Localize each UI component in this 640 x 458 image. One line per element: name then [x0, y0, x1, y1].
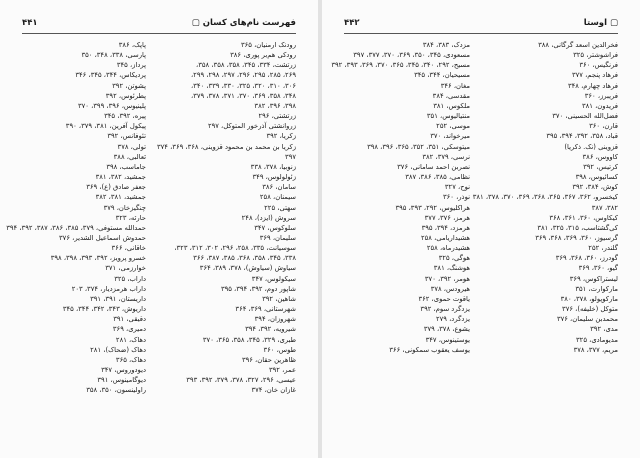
index-entry: کوش، ۳۸۴، ۳۹۲	[572, 183, 618, 192]
index-entry: گرسیوز، ۳۶۰، ۳۶۹، ۳۶۸، ۳۶۹	[535, 233, 618, 242]
left-page-number: ۴۴۱	[22, 18, 38, 28]
index-entry: یوستینوس، ۳۴۷	[425, 335, 470, 344]
index-entry: فرهاد چهارم، ۳۴۸	[567, 81, 618, 90]
index-entry: متوکل (خلیفه)، ۳۷۶	[562, 305, 618, 314]
index-entry: مغان، ۳۴۶	[440, 81, 470, 90]
index-entry: عمر، ۳۹۲	[268, 366, 296, 374]
index-entry: زرتشتی، ۲۹۶	[258, 112, 296, 121]
index-entry: خسرو پرویز، ۳۹۲، ۳۹۳، ۳۹۸، ۳۹۸	[50, 254, 146, 263]
index-entry: رودنک ارمنیان، ۳۶۵	[240, 41, 296, 49]
index-entry: میرخواند، ۳۷۰	[430, 132, 470, 141]
index-entry: یزدگرد سوم، ۳۹۲	[420, 305, 470, 314]
index-entry: کرتیس، ۳۹۲	[583, 162, 618, 171]
index-entry: کاووس، ۳۸۶	[582, 152, 618, 161]
index-entry: ظاهرین حقان، ۳۹۶	[241, 355, 296, 364]
left-page-index-column-2	[6, 40, 146, 395]
index-entry: یشوع، ۳۷۸، ۳۷۹	[423, 325, 470, 334]
index-entry: منتیالیوس، ۳۵۱	[426, 112, 470, 121]
index-entry: سیمنان، ۲۵۸	[259, 193, 296, 202]
index-entry: کی‌گشتاسب، ۳۱۵، ۳۲۵، ۳۸۱	[537, 223, 618, 232]
index-entry: ۳۹۸، ۳۹۶، ۳۸۲	[254, 101, 296, 110]
right-page-title: ▢ اوستا	[583, 18, 618, 28]
index-entry: جمشید، ۳۸۲، ۳۸۱	[95, 173, 146, 182]
index-entry: حارثه، ۳۲۳	[115, 213, 146, 222]
index-entry: گیو، ۳۶۰، ۳۶۹	[578, 264, 618, 273]
index-entry: محمدبن سلیمان، ۳۷۶	[556, 315, 618, 324]
index-entry: سیکولوس، ۳۴۷	[251, 274, 296, 283]
right-page-index-column-1	[472, 40, 618, 355]
index-entry: شیرویه، ۳۹۲، ۳۹۴	[245, 325, 296, 334]
index-entry: داریوش، ۳۴۳، ۳۴۲، ۳۴۴، ۳۴۵	[62, 305, 146, 314]
index-entry: قارن، ۳۶۰	[589, 122, 618, 131]
right-page-number: ۴۴۲	[344, 18, 360, 28]
index-entry: فریبرز، ۳۶۰	[584, 91, 618, 100]
index-entry: گلندر، ۲۵۲	[588, 244, 618, 253]
index-entry: خاقانی، ۳۶۶	[111, 244, 146, 253]
index-entry: مدیومادی، ۳۲۵	[576, 335, 618, 344]
index-entry: لیستراکوس، ۳۶۹	[569, 274, 618, 283]
index-entry: زئولولوس، ۳۴۹	[252, 173, 296, 182]
index-entry: ۳۹۷	[285, 152, 296, 161]
index-entry: فخرالدین اسعد گرگانی، ۳۸۸	[538, 41, 618, 49]
index-entry: داراب هرمزدیار، ۳۷۴، ۲۰۳	[71, 284, 146, 293]
index-entry: ثعالبی، ۳۸۸	[113, 152, 146, 161]
index-entry: هرمز، ۳۷۶، ۳۷۷	[424, 213, 470, 222]
index-entry: یزدگرد، ۲۷۹	[436, 315, 470, 324]
index-entry: زروانشتی آذرخور المتوکل، ۲۹۷	[207, 122, 296, 131]
index-entry: پشوتن، ۳۹۲	[112, 81, 146, 90]
index-entry: زرتشت، ۳۳۴، ۳۴۵، ۳۵۸، ۳۵۸، ۳۵۸،	[196, 61, 296, 70]
index-entry: چنگیزخان، ۳۷۹	[103, 203, 146, 212]
right-header-rule	[344, 33, 618, 34]
index-entry: مدی، ۳۹۲	[590, 325, 618, 334]
index-entry: شاهین، ۳۹۲	[262, 294, 296, 303]
index-entry: مریم، ۳۷۷، ۳۷۸	[573, 345, 618, 354]
index-entry: دیوگامینوس، ۳۹۱	[97, 376, 146, 385]
index-entry: نرسی، ۳۷۹، ۳۸۲	[422, 152, 470, 161]
index-entry: شاپور دوم، ۳۹۲، ۳۹۴، ۳۹۵	[220, 284, 296, 293]
index-entry: کیکاوس، ۳۶۰، ۳۶۱، ۳۶۸	[549, 213, 618, 222]
left-page-index-column-1	[151, 40, 296, 395]
index-entry: فراشوشتر، ۳۲۵	[573, 51, 618, 60]
index-entry: طوس، ۳۶۰	[263, 345, 296, 354]
left-page-header	[22, 18, 296, 32]
index-entry: ۳۳۸، ۳۴۵، ۳۵۸، ۳۶۸، ۳۸۵، ۳۸۷، ۳۶۶	[193, 254, 296, 263]
index-entry: پیکول آفرین، ۳۸۱، ۳۷۹، ۳۹۰	[65, 122, 146, 131]
index-entry: هوشنگ، ۳۸۱	[433, 264, 470, 273]
index-entry: زکریا، ۳۹۲	[266, 132, 296, 141]
index-entry: سروش (ایزد)، ۲۴۸	[241, 213, 296, 222]
left-page	[0, 0, 318, 458]
index-entry: فضل‌الله الحسینی، ۳۷۰	[552, 112, 618, 121]
right-page-index-column-2	[324, 40, 470, 355]
index-entry: شهرستانی، ۳۶۹، ۳۶۴	[235, 305, 296, 314]
left-header-rule	[22, 33, 296, 34]
index-entry: تئوفانس، ۳۹۲	[107, 132, 146, 141]
index-entry: خوارزمی، ۳۷۱	[105, 264, 146, 273]
index-entry: حمدالله مستوفی، ۳۷۹، ۳۸۵، ۳۸۶، ۳۸۷، ۳۹۲، ۳۹۴	[6, 223, 146, 232]
index-entry: هشیداریامی، ۲۵۸	[420, 233, 470, 242]
index-entry: فرنگیس، ۳۶۰	[579, 61, 618, 70]
index-entry: موسی، ۲۵۲	[436, 122, 470, 131]
index-entry: حمدوش اسماعیل الشدیر، ۳۷۶	[59, 233, 146, 242]
index-entry: کسائیوس، ۳۹۸	[575, 173, 618, 182]
index-entry: قباد، ۳۵۸، ۳۹۲، ۳۹۴، ۳۹۵	[546, 132, 618, 141]
index-entry: هومر، ۳۹۲، ۳۷۰	[424, 274, 470, 283]
index-entry: نوح، ۳۲۷	[444, 183, 470, 192]
index-entry: جعفر صادق (ع)، ۳۶۹	[86, 183, 146, 192]
index-entry: ۳۰۶، ۳۱۰، ۳۲۰، ۳۲۵، ۳۳۰، ۳۳۹، ۳۴۰،	[190, 81, 296, 90]
index-entry: ۲۶۹، ۲۸۵، ۲۹۵، ۲۹۶، ۲۹۷، ۲۹۸، ۲۹۹،	[190, 71, 296, 80]
index-entry: مسعودی، ۳۴۵، ۳۵۰، ۳۶۹، ۳۷۰، ۳۷۷، ۳۹۷	[353, 51, 470, 60]
index-entry: مقدسی، ۳۸۴	[432, 91, 470, 100]
index-entry: داراب، ۳۲۵	[114, 274, 146, 283]
index-entry: سهتی، ۲۲۵	[264, 203, 296, 212]
index-entry: ۳۴۸، ۳۵۸، ۳۶۹، ۳۷۰، ۳۷۱، ۳۷۸، ۳۷۹،	[190, 91, 296, 100]
right-page-header	[344, 18, 618, 32]
index-entry: پلینیوس، ۳۹۶، ۳۹۹، ۳۷۰	[77, 101, 146, 110]
index-entry: مزدک، ۳۸۳، ۳۸۴	[422, 41, 470, 49]
index-entry: مارکوارت، ۳۵۱	[575, 284, 618, 293]
index-entry: مسیح، ۲۹۲، ۳۴۰، ۳۴۵، ۳۶۵، ۳۷۰، ۳۶۹، ۳۹۳، ۳۹۲	[331, 61, 470, 70]
index-entry: دهاک، ۳۶۵	[115, 355, 146, 364]
index-entry: هشیدرماه، ۲۵۸	[426, 244, 470, 253]
index-entry: ۳۸۲، ۳۸۷	[591, 203, 618, 212]
index-entry: راولینسون، ۳۵۰، ۳۵۸	[86, 386, 146, 395]
index-entry: شهروزان، ۳۹۴	[254, 315, 296, 324]
index-entry: یوسف یعقوب سمکونی، ۳۶۶	[389, 345, 470, 354]
index-entry: پاپک، ۳۸۶	[118, 41, 146, 49]
index-entry: عیسی، ۲۹۶، ۳۲۷، ۳۷۸، ۳۷۹، ۳۹۲، ۳۹۳	[186, 376, 296, 385]
index-entry: جمشید، ۳۸۱، ۳۸۲	[95, 193, 146, 202]
index-entry: پارسی، ۳۳۸، ۳۴۸، ۳۵۰	[81, 51, 146, 60]
index-entry: تولی، ۳۷۸	[117, 142, 146, 151]
index-entry: هوگی، ۳۲۵	[438, 254, 470, 263]
index-entry: ملکوس، ۳۸۱	[433, 101, 470, 110]
index-entry: دقیقی، ۳۹۱	[113, 315, 146, 324]
index-entry: دهاک (ضحاک)، ۲۸۱	[90, 345, 146, 354]
index-entry: هرمزد، ۳۹۴، ۳۹۵	[421, 223, 470, 232]
index-entry: فریدون، ۳۸۱	[581, 101, 618, 110]
index-entry: نصربن احمد سامانی، ۳۷۶	[397, 162, 470, 171]
index-entry: زنوبیا، ۳۷۸، ۳۳۸	[250, 162, 296, 171]
left-page-title: فهرست نام‌های کسان ▢	[191, 18, 296, 28]
index-entry: دمیری، ۳۶۹	[112, 325, 146, 334]
index-entry: غازان خان، ۳۷۴	[251, 386, 296, 395]
index-entry: فرهاد پنجم، ۳۷۷	[571, 71, 618, 80]
index-entry: کیخسرو، ۳۶۲، ۳۶۷، ۳۶۵، ۳۶۸، ۳۶۹، ۳۷۰، ۳۷۸، ۳۸۱	[472, 193, 618, 202]
index-entry: میتوسکی، ۳۵۱، ۳۵۲، ۳۶۵، ۳۹۶، ۳۹۸	[367, 142, 470, 151]
index-entry: مارکوپولو، ۳۷۸، ۳۸۰	[560, 294, 618, 303]
index-entry: مسیحیان، ۳۴۴، ۳۴۵	[414, 71, 470, 80]
index-entry: گودرز، ۳۶۰، ۳۶۸، ۳۶۹	[555, 254, 618, 263]
index-entry: قزوینی (نک. ذکریا)	[564, 142, 618, 151]
index-entry: دیودوروس، ۳۴۷	[101, 366, 146, 374]
index-entry: دهاک، ۲۸۱	[115, 335, 146, 344]
index-entry: سیاوش (سیاوش)، ۳۷۸، ۳۸۹، ۳۶۴	[199, 264, 296, 273]
index-entry: یاقوت حموی، ۳۶۲	[418, 294, 470, 303]
index-entry: سلیمان، ۳۶۹	[259, 233, 296, 242]
index-entry: طبری، ۳۲۹، ۳۴۵، ۳۵۸، ۳۶۵، ۳۷۰	[202, 335, 296, 344]
index-entry: سوسیانت، ۳۳۵، ۲۵۸، ۲۹۶، ۳۰۲، ۳۱۲، ۳۲۳،	[174, 244, 296, 253]
index-entry: هیرودس، ۳۷۸	[430, 284, 470, 293]
index-entry: نوذر، ۳۶۰	[442, 193, 470, 202]
right-page	[322, 0, 640, 458]
index-entry: پردیکاس، ۳۴۴، ۳۴۵، ۳۴۶	[75, 71, 146, 80]
index-entry: پطرئوس، ۳۹۲	[105, 91, 146, 100]
index-entry: رودکی هم‌بر پوری، ۳۸۶	[230, 51, 296, 60]
index-entry: نظامی، ۳۸۵، ۳۸۶، ۳۸۷	[405, 173, 470, 182]
index-entry: پرداز، ۳۴۵	[116, 61, 146, 70]
index-entry: جاماسب، ۳۹۸	[106, 162, 146, 171]
index-entry: سلوکوس، ۳۴۷	[254, 223, 296, 232]
index-entry: پیره، ۳۹۲، ۳۴۵	[104, 112, 146, 121]
index-entry: داریستان، ۳۹۱، ۳۹۱	[90, 294, 146, 303]
index-entry: هراکلیوس، ۲۹۲، ۳۹۳، ۳۹۵	[395, 203, 470, 212]
index-entry: زکریا بن محمد بن محمود قزوینی، ۳۶۸، ۳۶۹، ۳۷۴	[156, 142, 296, 151]
index-entry: سامان، ۳۸۶	[262, 183, 296, 192]
